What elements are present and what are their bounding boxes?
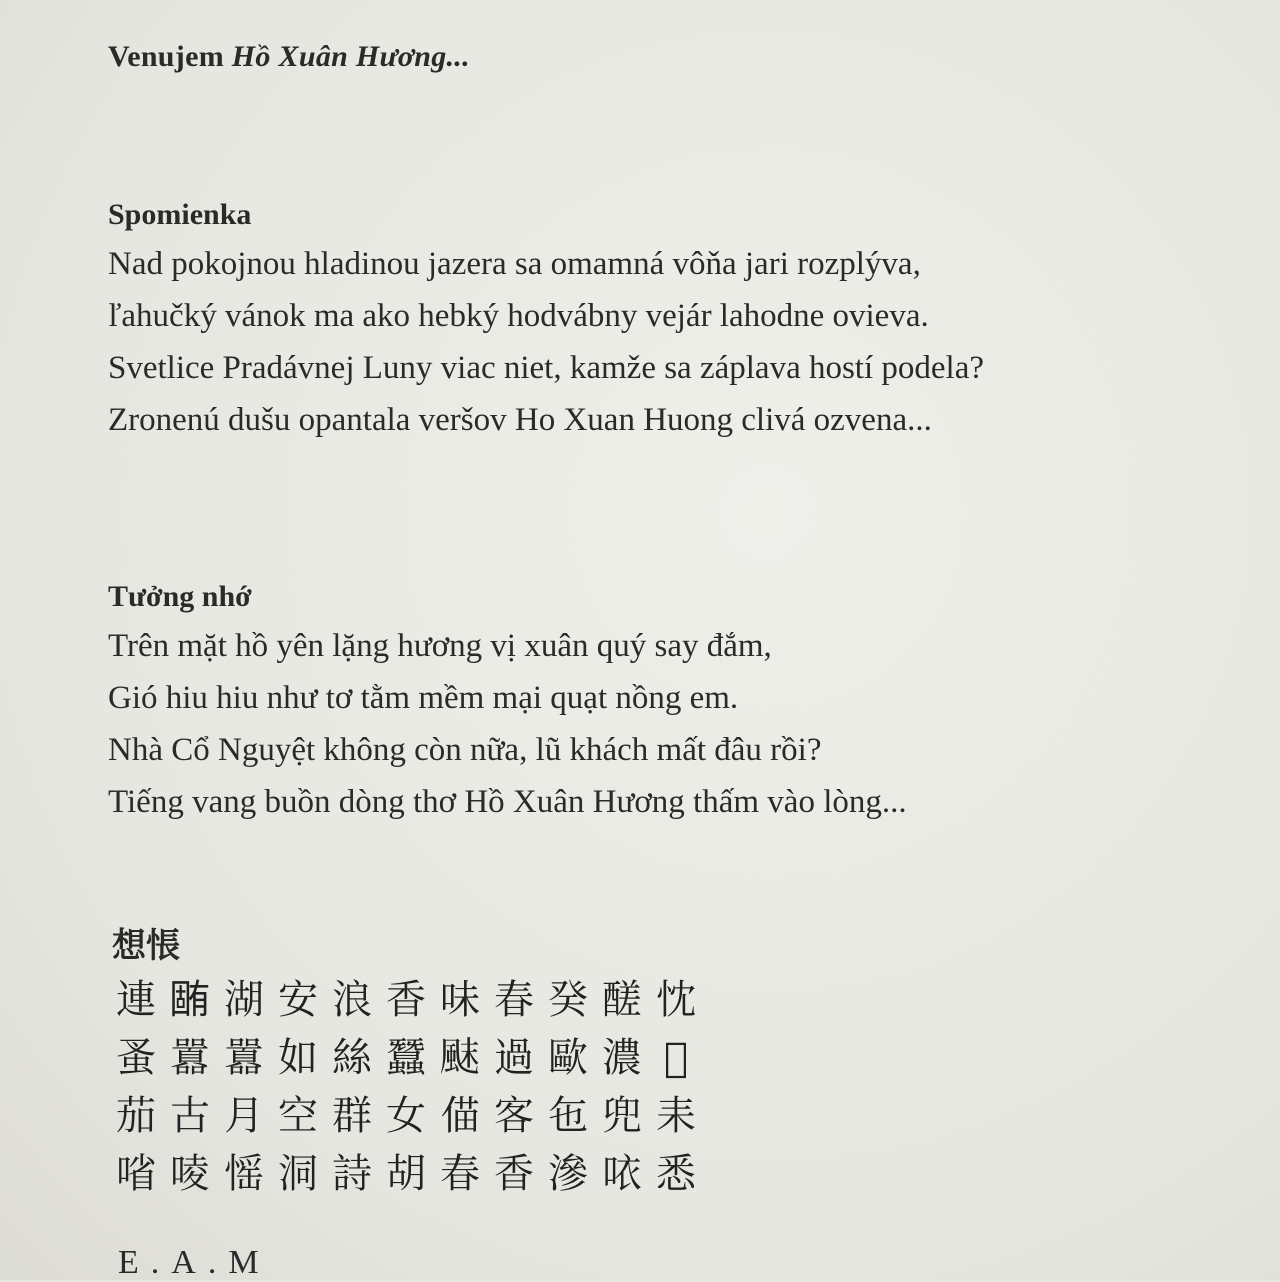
chinese-poem-row	[112, 1091, 700, 1141]
chinese-poem-row	[112, 1033, 700, 1083]
chinese-character: 詩	[332, 1151, 372, 1197]
signature: E.A.M	[118, 1244, 271, 1281]
chinese-character: 空	[278, 1093, 318, 1139]
chinese-character: 耒	[656, 1093, 696, 1139]
chinese-character: 味	[440, 977, 480, 1023]
chinese-character: 客	[494, 1093, 534, 1139]
chinese-character: 蚤	[116, 1035, 156, 1081]
dedication-prefix: Venujem	[108, 40, 232, 73]
chinese-poem-title: 想悵	[112, 926, 180, 966]
chinese-character: 歐	[548, 1035, 588, 1081]
poem-line: Zronenú dušu opantala veršov Ho Xuan Huong clivá ozvena...	[108, 402, 932, 438]
chinese-character: 蠶	[386, 1035, 426, 1081]
chinese-character: 香	[386, 977, 426, 1023]
chinese-character: 忱	[656, 977, 696, 1023]
slovak-poem-title: Spomienka	[108, 198, 252, 231]
chinese-character: 過	[494, 1035, 534, 1081]
chinese-poem-row	[112, 1149, 700, 1199]
chinese-character: 如	[278, 1035, 318, 1081]
chinese-character: 癸	[548, 977, 588, 1023]
chinese-character: 女	[386, 1093, 426, 1139]
chinese-character: 湖	[224, 977, 264, 1023]
chinese-character: 㑤	[440, 1093, 480, 1139]
chinese-character: 連	[116, 977, 156, 1023]
chinese-character: 月	[224, 1093, 264, 1139]
chinese-character: 𣎏	[170, 977, 210, 1023]
dedication	[108, 40, 470, 74]
poem-line: Nad pokojnou hladinou jazera sa omamná vôňa jari rozplýva,	[108, 246, 921, 282]
chinese-character: 𠲖	[602, 1151, 642, 1197]
chinese-character: 香	[494, 1151, 534, 1197]
chinese-character: 茄	[116, 1093, 156, 1139]
chinese-character: 胡	[386, 1151, 426, 1197]
chinese-character: 絲	[332, 1035, 372, 1081]
slovak-poem	[108, 198, 984, 446]
chinese-poem-row	[112, 975, 700, 1025]
chinese-character: 囂	[170, 1035, 210, 1081]
chinese-character: 古	[170, 1093, 210, 1139]
chinese-character: 滲	[548, 1151, 588, 1197]
chinese-character: 悉	[656, 1151, 696, 1197]
vietnamese-poem-title: Tưởng nhớ	[108, 580, 252, 613]
chinese-character: 春	[440, 1151, 480, 1197]
chinese-poem	[112, 918, 700, 1207]
chinese-character: 群	[332, 1093, 372, 1139]
poem-line: Nhà Cổ Nguyệt không còn nữa, lũ khách mất đâu rồi?	[108, 732, 822, 768]
chinese-character: 愮	[224, 1151, 264, 1197]
poem-line: Tiếng vang buồn dòng thơ Hồ Xuân Hương thấm vào lòng...	[108, 784, 907, 820]
chinese-character: 㗂	[116, 1151, 156, 1197]
poem-line: ľahučký vánok ma ako hebký hodvábny vejár lahodne ovieva.	[108, 298, 929, 334]
chinese-character: 𡛔	[663, 1035, 688, 1081]
chinese-character: 醝	[602, 977, 642, 1023]
chinese-character: 濃	[602, 1035, 642, 1081]
chinese-character: 㐌	[548, 1093, 588, 1139]
poem-line: Trên mặt hồ yên lặng hương vị xuân quý say đắm,	[108, 628, 772, 664]
chinese-character: 兜	[602, 1093, 642, 1139]
chinese-character: 春	[494, 977, 534, 1023]
chinese-character: 洞	[278, 1151, 318, 1197]
poem-line: Svetlice Pradávnej Luny viac niet, kamže sa záplava hostí podela?	[108, 350, 984, 386]
chinese-character: 安	[278, 977, 318, 1023]
chinese-character: 浪	[332, 977, 372, 1023]
poem-line: Gió hiu hiu như tơ tằm mềm mại quạt nồng em.	[108, 680, 739, 716]
chinese-character: 囂	[224, 1035, 264, 1081]
chinese-character: 㖫	[170, 1151, 210, 1197]
vietnamese-poem	[108, 580, 907, 828]
dedication-name: Hồ Xuân Hương...	[231, 40, 470, 73]
chinese-character: 𩗂	[440, 1035, 480, 1081]
